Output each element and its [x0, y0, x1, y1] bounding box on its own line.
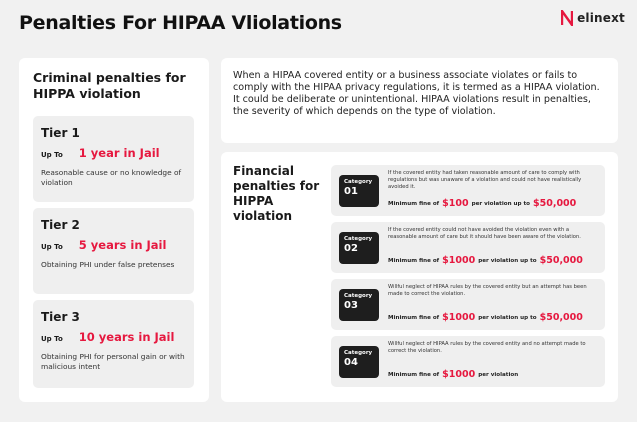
- max-fine-value: $50,000: [533, 198, 577, 209]
- per-violation-label: per violation up to: [478, 257, 537, 264]
- jail-term: 10 years in Jail: [78, 330, 175, 344]
- financial-penalties-title: Financial penalties for HIPPA violation: [233, 164, 320, 223]
- jail-term: 5 years in Jail: [78, 238, 167, 252]
- category-description: Willful neglect of HIPAA rules by the covered entity and no attempt made to correct the violation.: [388, 341, 586, 354]
- category-label: Category: [344, 236, 373, 242]
- financial-penalties-card: [221, 152, 618, 402]
- per-violation-label: per violation: [478, 371, 519, 378]
- tier-description: Obtaining PHI under false pretenses: [41, 260, 175, 269]
- category-label: Category: [344, 293, 373, 299]
- min-fine-value: $1000: [442, 312, 476, 323]
- intro-card: [221, 58, 618, 143]
- criminal-penalties-title: Criminal penalties for HIPPA violation: [33, 70, 186, 101]
- category-description: If the covered entity had taken reasonable amount of care to comply with regulations but was unaware of a violation and could not have realistically avoided it.: [388, 170, 582, 190]
- category-3-card: [331, 279, 605, 330]
- min-fine-label: Minimum fine of: [388, 200, 440, 207]
- min-fine-value: $1000: [442, 369, 476, 380]
- category-number: 02: [344, 243, 358, 254]
- elinext-logo-icon: [561, 10, 573, 26]
- per-violation-label: per violation up to: [478, 314, 537, 321]
- category-badge: [339, 346, 379, 378]
- min-fine-value: $100: [442, 198, 469, 209]
- category-4-card: [331, 336, 605, 387]
- fine-row: [388, 369, 521, 380]
- min-fine-value: $1000: [442, 255, 476, 266]
- tier-description: Obtaining PHI for personal gain or with malicious intent: [41, 352, 185, 371]
- tier-name: Tier 2: [41, 218, 80, 232]
- tier-description: Reasonable cause or no knowledge of violation: [41, 168, 182, 187]
- tier-3-card: [33, 300, 194, 388]
- min-fine-label: Minimum fine of: [388, 371, 440, 378]
- page-title: Penalties For HIPAA Vliolations: [19, 12, 342, 34]
- per-violation-label: per violation up to: [471, 200, 530, 207]
- criminal-penalties-card: [19, 58, 209, 402]
- max-fine-value: $50,000: [539, 312, 583, 323]
- up-to-label: Up To: [41, 243, 63, 251]
- brand-logo[interactable]: [561, 10, 625, 26]
- category-number: 01: [344, 186, 358, 197]
- jail-term: 1 year in Jail: [78, 146, 160, 160]
- category-description: Willful neglect of HIPAA rules by the covered entity but an attempt has been made to correct the violation.: [388, 284, 587, 297]
- tier-name: Tier 3: [41, 310, 80, 324]
- min-fine-label: Minimum fine of: [388, 314, 440, 321]
- fine-row: [388, 312, 583, 323]
- fine-row: [388, 255, 583, 266]
- category-2-card: [331, 222, 605, 273]
- max-fine-value: $50,000: [539, 255, 583, 266]
- category-description: If the covered entity could not have avoided the violation even with a reasonable amount of care but it should have been aware of the violation.: [388, 227, 581, 240]
- category-label: Category: [344, 179, 373, 185]
- category-badge: [339, 232, 379, 264]
- category-badge: [339, 175, 379, 207]
- up-to-label: Up To: [41, 335, 63, 343]
- tier-name: Tier 1: [41, 126, 80, 140]
- min-fine-label: Minimum fine of: [388, 257, 440, 264]
- intro-text: When a HIPAA covered entity or a business associate violates or fails to comply with the HIPAA privacy regulations, it is termed as a HIPAA violation. It could be deliberate or unintentional. HIPAA violations result in penalties, the severity of which depends on the type of violation.: [233, 70, 600, 117]
- category-number: 04: [344, 357, 358, 368]
- tier-2-card: [33, 208, 194, 294]
- category-1-card: [331, 165, 605, 216]
- fine-row: [388, 198, 576, 209]
- category-number: 03: [344, 300, 358, 311]
- logo-text: elinext: [577, 11, 625, 25]
- category-label: Category: [344, 350, 373, 356]
- up-to-label: Up To: [41, 151, 63, 159]
- category-badge: [339, 289, 379, 321]
- tier-1-card: [33, 116, 194, 202]
